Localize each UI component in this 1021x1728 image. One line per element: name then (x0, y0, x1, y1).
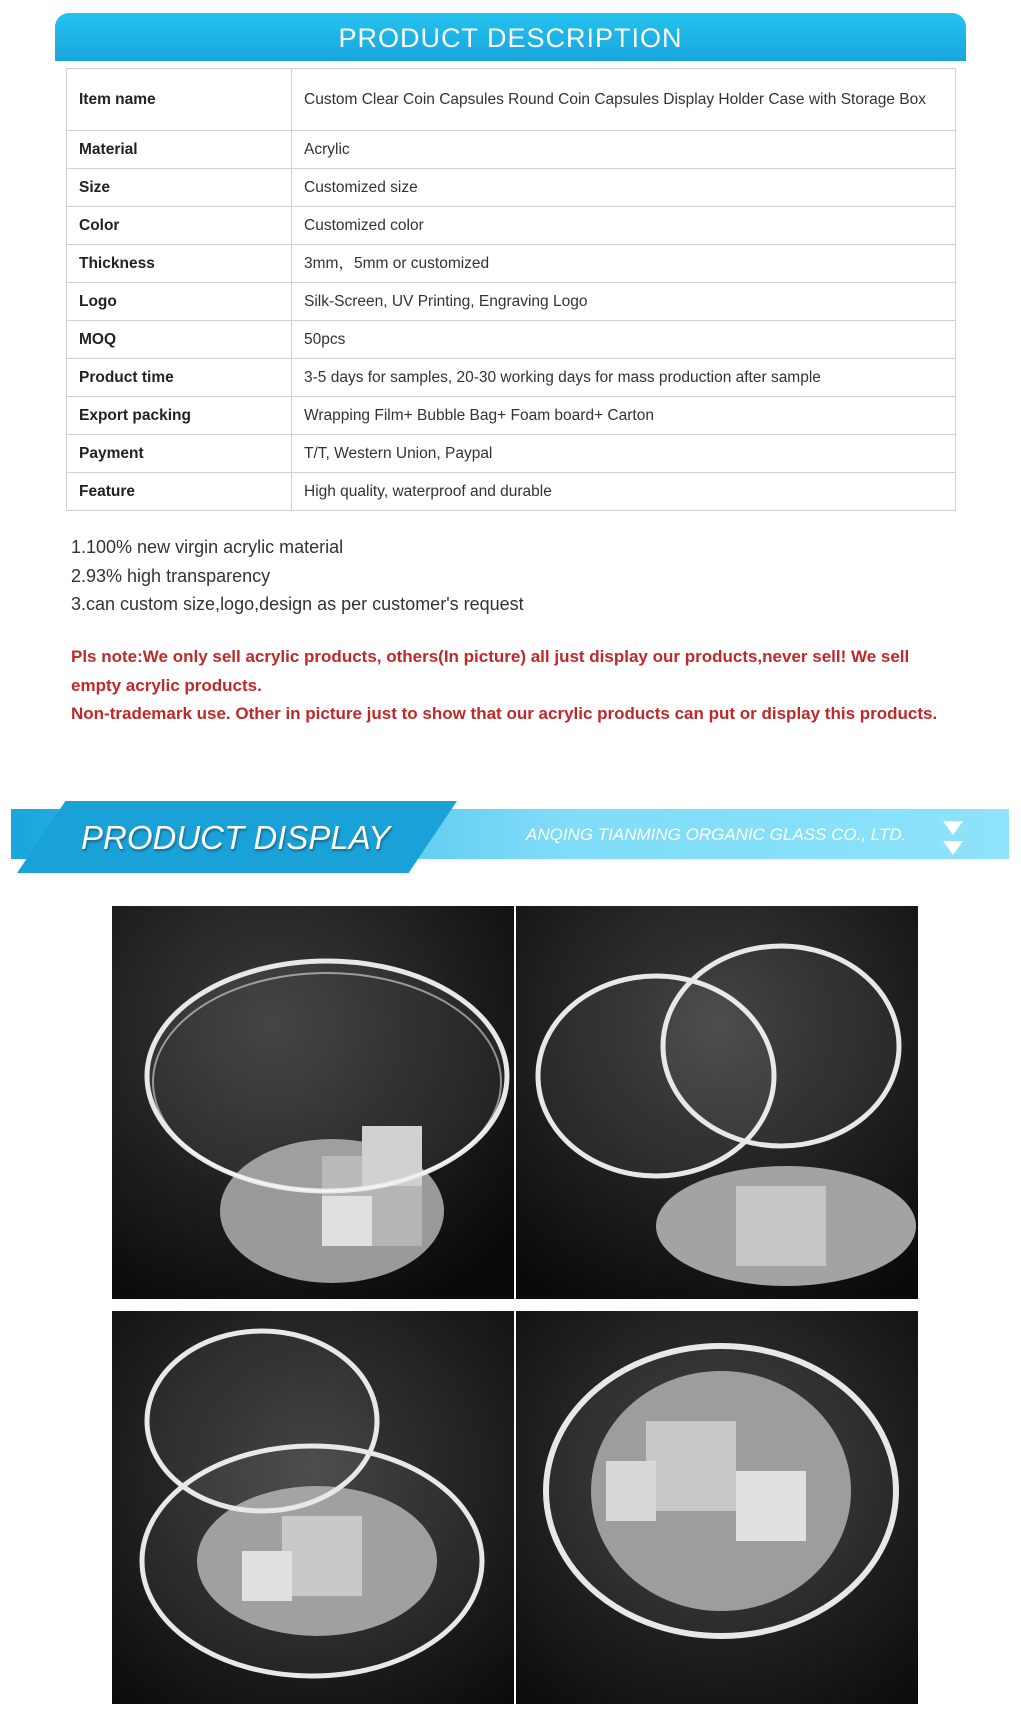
spec-value: T/T, Western Union, Paypal (292, 435, 956, 473)
spec-value: Custom Clear Coin Capsules Round Coin Capsules Display Holder Case with Storage Box (292, 69, 956, 131)
table-row (67, 207, 956, 245)
note-line: Non-trademark use. Other in picture just to show that our acrylic products can put or display this products. (71, 704, 938, 723)
spec-value: High quality, waterproof and durable (292, 473, 956, 511)
spec-key: Feature (67, 473, 292, 511)
table-row (67, 245, 956, 283)
spec-key: Logo (67, 283, 292, 321)
display-header-title: PRODUCT DISPLAY (81, 819, 391, 856)
spec-value: 3-5 days for samples, 20-30 working days for mass production after sample (292, 359, 956, 397)
spec-key: Export packing (67, 397, 292, 435)
table-row (67, 473, 956, 511)
product-photo-3 (112, 1311, 514, 1704)
spec-value: 50pcs (292, 321, 956, 359)
list-item: 2.93% high transparency (71, 565, 271, 586)
table-row (67, 397, 956, 435)
table-row (67, 321, 956, 359)
spec-key: Item name (67, 69, 292, 131)
double-chevron-down-icon (941, 819, 965, 859)
spec-value: Customized size (292, 169, 956, 207)
description-header (55, 13, 966, 61)
spec-key: Product time (67, 359, 292, 397)
company-name: ANQING TIANMING ORGANIC GLASS CO., LTD. (526, 825, 907, 844)
spec-value: Customized color (292, 207, 956, 245)
product-photo-1 (112, 906, 514, 1299)
spec-value: 3mm，5mm or customized (292, 245, 956, 283)
list-item: 3.can custom size,logo,design as per customer's request (71, 594, 524, 614)
table-row (67, 169, 956, 207)
spec-value: Acrylic (292, 131, 956, 169)
sales-note (71, 643, 951, 729)
spec-key: Thickness (67, 245, 292, 283)
spec-value: Silk-Screen, UV Printing, Engraving Logo (292, 283, 956, 321)
feature-list (71, 533, 524, 619)
table-row (67, 131, 956, 169)
table-row (67, 359, 956, 397)
spec-key: Size (67, 169, 292, 207)
description-header-title: PRODUCT DESCRIPTION (338, 23, 683, 53)
product-photo-2 (516, 906, 918, 1299)
table-row (67, 69, 956, 131)
display-header (11, 801, 1009, 873)
note-line: Pls note:We only sell acrylic products, others(In picture) all just display our products,never sell! We sell empty acrylic products. (71, 647, 910, 695)
table-row (67, 283, 956, 321)
spec-table (66, 68, 956, 511)
list-item: 1.100% new virgin acrylic material (71, 537, 344, 557)
spec-key: MOQ (67, 321, 292, 359)
spec-key: Material (67, 131, 292, 169)
spec-key: Color (67, 207, 292, 245)
table-row (67, 435, 956, 473)
product-photo-4 (516, 1311, 918, 1704)
spec-value: Wrapping Film+ Bubble Bag+ Foam board+ Carton (292, 397, 956, 435)
spec-key: Payment (67, 435, 292, 473)
